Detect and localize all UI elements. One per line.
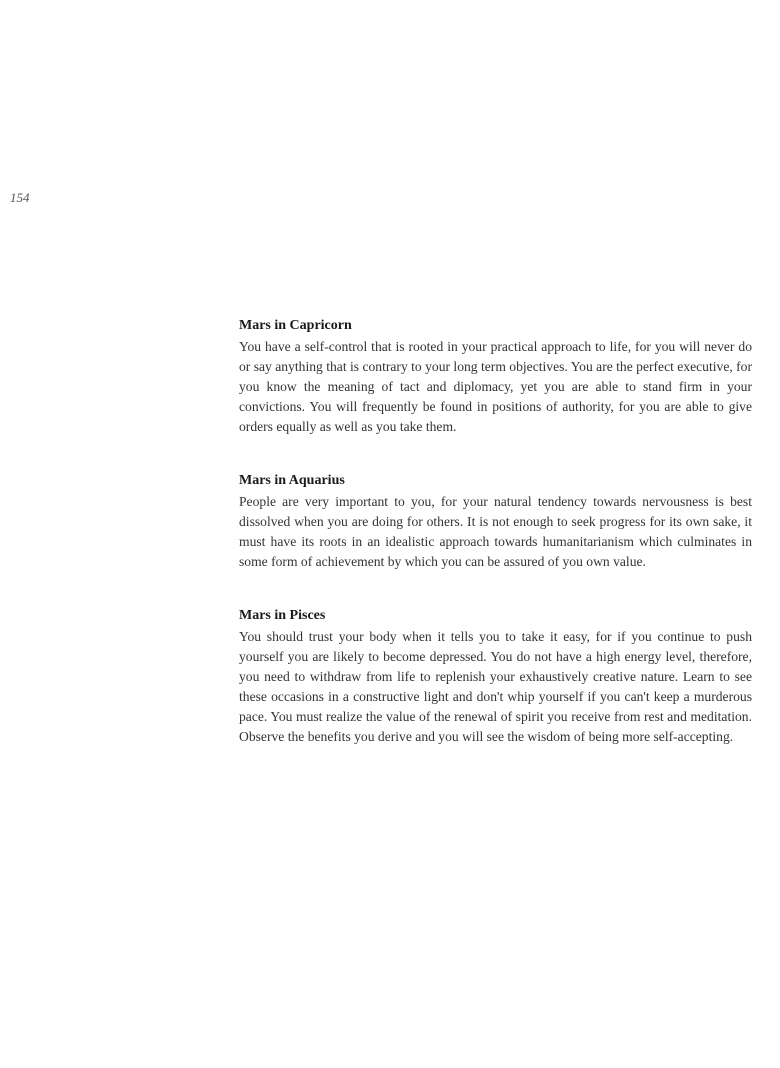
section-heading: Mars in Capricorn (239, 318, 352, 333)
section-mars-in-aquarius (239, 473, 752, 572)
page-number: 154 (10, 190, 30, 205)
section-paragraph: You have a self-control that is rooted in your practical approach to life, for you will never do or say anything that is contrary to your long term objectives. You are the perfect executive, for you know the meaning of tact and diplomacy, yet you are able to stand firm in your convictions. You will frequently be found in positions of authority, for you are able to give orders equally as well as you take them. (239, 339, 753, 434)
section-paragraph: People are very important to you, for your natural tendency towards nervousness is best dissolved when you are doing for others. It is not enough to seek progress for its own sake, it must have its roots in an idealistic approach towards humanitarianism which culminates in some form of achievement by which you can be assured of you own value. (239, 494, 752, 569)
section-paragraph: You should trust your body when it tells you to take it easy, for if you continue to push yourself you are likely to become depressed. You do not have a high energy level, therefore, you need to withdraw from life to replenish your exhaustively creative nature. Learn to see these occasions in a constructive light and don't whip yourself if you can't keep a murderous pace. You must realize the value of the renewal of spirit you receive from rest and meditation. Observe the benefits you derive and you will see the wisdom of being more self-accepting. (239, 629, 752, 744)
page-content (239, 318, 752, 783)
section-mars-in-capricorn (239, 318, 752, 437)
section-heading: Mars in Pisces (239, 608, 326, 623)
section-heading: Mars in Aquarius (239, 473, 345, 488)
section-mars-in-pisces (239, 608, 752, 747)
